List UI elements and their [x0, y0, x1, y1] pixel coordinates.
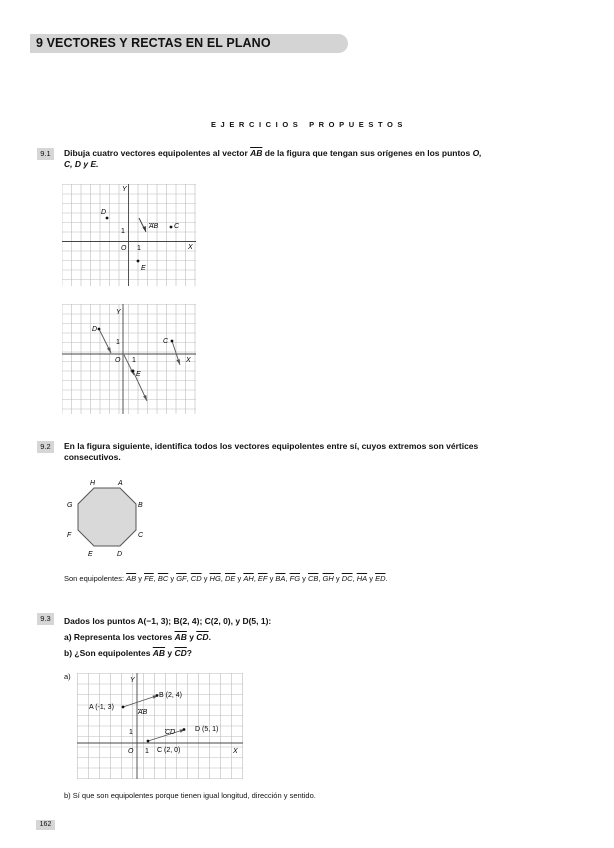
point-d-label: D — [92, 326, 98, 333]
point-a-label: A (-1, 3) — [89, 704, 114, 711]
origin-label: O — [115, 357, 121, 364]
unit-y-label: 1 — [129, 729, 133, 736]
point-a — [122, 706, 125, 709]
vertex-c-label: C — [138, 532, 144, 539]
point-e — [132, 370, 135, 373]
unit-x-label: 1 — [132, 357, 136, 364]
exercise-statement: Dados los puntos A(−1, 3); B(2, 4); C(2, 0), y D(5, 1): a) Representa los vectores $\overline{AB}$ y $\overline{CD}$. b) ¿Son equipolentes $\overline{AB}$ y $\overline{CD}$? — [64, 616, 272, 658]
unit-x-label: 1 — [137, 245, 141, 252]
answer-prefix: Son equipolentes: — [64, 574, 127, 583]
unit-x-label: 1 — [145, 748, 149, 755]
point-b — [156, 694, 159, 697]
point-d — [98, 328, 101, 331]
y-axis-label: Y — [122, 186, 127, 193]
vertex-f-label: F — [67, 532, 72, 539]
exercise-statement — [64, 441, 584, 463]
vertex-e-label: E — [88, 551, 93, 558]
vertex-d-label: D — [117, 551, 123, 558]
vertex-a-label: A — [118, 480, 123, 487]
vector-label: $\overline{AB}$ — [250, 148, 263, 158]
point-d-label: D — [101, 209, 107, 216]
origin-label: O — [121, 245, 127, 252]
statement-text: consecutivos. — [64, 452, 121, 462]
origin-label: O — [128, 748, 134, 755]
statement-points: O, — [472, 148, 482, 158]
vector-arrowhead — [143, 395, 147, 401]
answer-equipollent-list: Son equipolentes: $\overline{AB}$ y $\overline{FE}$, $\overline{BC}$ y $\overline{GF}$, $\overline{CD}$ y $\overline{HG}$, $\overline{DE}$ y $\overline{AH}$, $\overline{EF}$ y $\overline{BA}$, $\overline{FG}$ y $\overline{CB}$, $\overline{GH}$ y $\overline{DC}$, $\overline{HA}$ y $\overline{ED}$. — [64, 574, 388, 583]
octagon-shape — [78, 488, 136, 546]
page-number: 162 — [36, 820, 55, 830]
section-title: EJERCICIOS PROPUESTOS — [210, 120, 408, 129]
point-d-label: D (5, 1) — [195, 726, 219, 733]
exercise-statement — [64, 148, 584, 170]
point-c-label: C — [174, 223, 180, 230]
point-c — [171, 340, 174, 343]
vector-ab-label: AB — [149, 223, 159, 230]
point-e-label: E — [136, 371, 141, 378]
vector-cd-label: CD — [165, 729, 176, 736]
vector-ab-label: AB — [138, 709, 148, 716]
part-a-label: a) — [64, 672, 71, 681]
point-d — [183, 728, 186, 731]
chapter-title: 9 VECTORES Y RECTAS EN EL PLANO — [36, 36, 271, 50]
octagon-figure — [60, 474, 160, 566]
vector-arrowhead — [176, 359, 180, 365]
x-axis-label: X — [233, 748, 238, 755]
exercise-number: 9.2 — [37, 441, 54, 453]
statement-points: C, D y E. — [64, 159, 99, 169]
point-c-label: C (2, 0) — [157, 747, 181, 754]
vertex-g-label: G — [67, 502, 73, 509]
exercise-number: 9.1 — [37, 148, 54, 160]
point-b-label: B (2, 4) — [159, 692, 182, 699]
point-c — [147, 740, 150, 743]
grid-figure-3 — [77, 673, 243, 779]
vertex-h-label: H — [90, 480, 96, 487]
unit-y-label: 1 — [116, 339, 120, 346]
vertex-b-label: B — [138, 502, 143, 509]
grid-figure-1 — [62, 184, 196, 286]
statement-text: Dados los puntos A(−1, 3); B(2, 4); C(2, 0), y D(5, 1): — [64, 616, 272, 626]
statement-text: En la figura siguiente, identifica todos los vectores equipolentes entre sí, cuyos extremos son vértices — [64, 441, 479, 451]
grid-figure-2 — [62, 304, 196, 414]
point-c — [170, 226, 173, 229]
y-axis-label: Y — [116, 309, 121, 316]
point-d — [106, 217, 109, 220]
point-e-label: E — [141, 265, 146, 272]
statement-text: de la figura que tengan sus orígenes en los puntos — [262, 148, 473, 158]
exercise-number: 9.3 — [37, 613, 54, 625]
y-axis-label: Y — [130, 677, 135, 684]
point-c-label: C — [163, 338, 169, 345]
x-axis-label: X — [188, 244, 193, 251]
unit-y-label: 1 — [121, 228, 125, 235]
statement-text: Dibuja cuatro vectores equipolentes al vector — [64, 148, 251, 158]
vector-ab — [123, 696, 156, 707]
answer-part-b: b) Sí que son equipolentes porque tienen igual longitud, dirección y sentido. — [64, 791, 316, 800]
point-e — [137, 260, 140, 263]
x-axis-label: X — [186, 357, 191, 364]
